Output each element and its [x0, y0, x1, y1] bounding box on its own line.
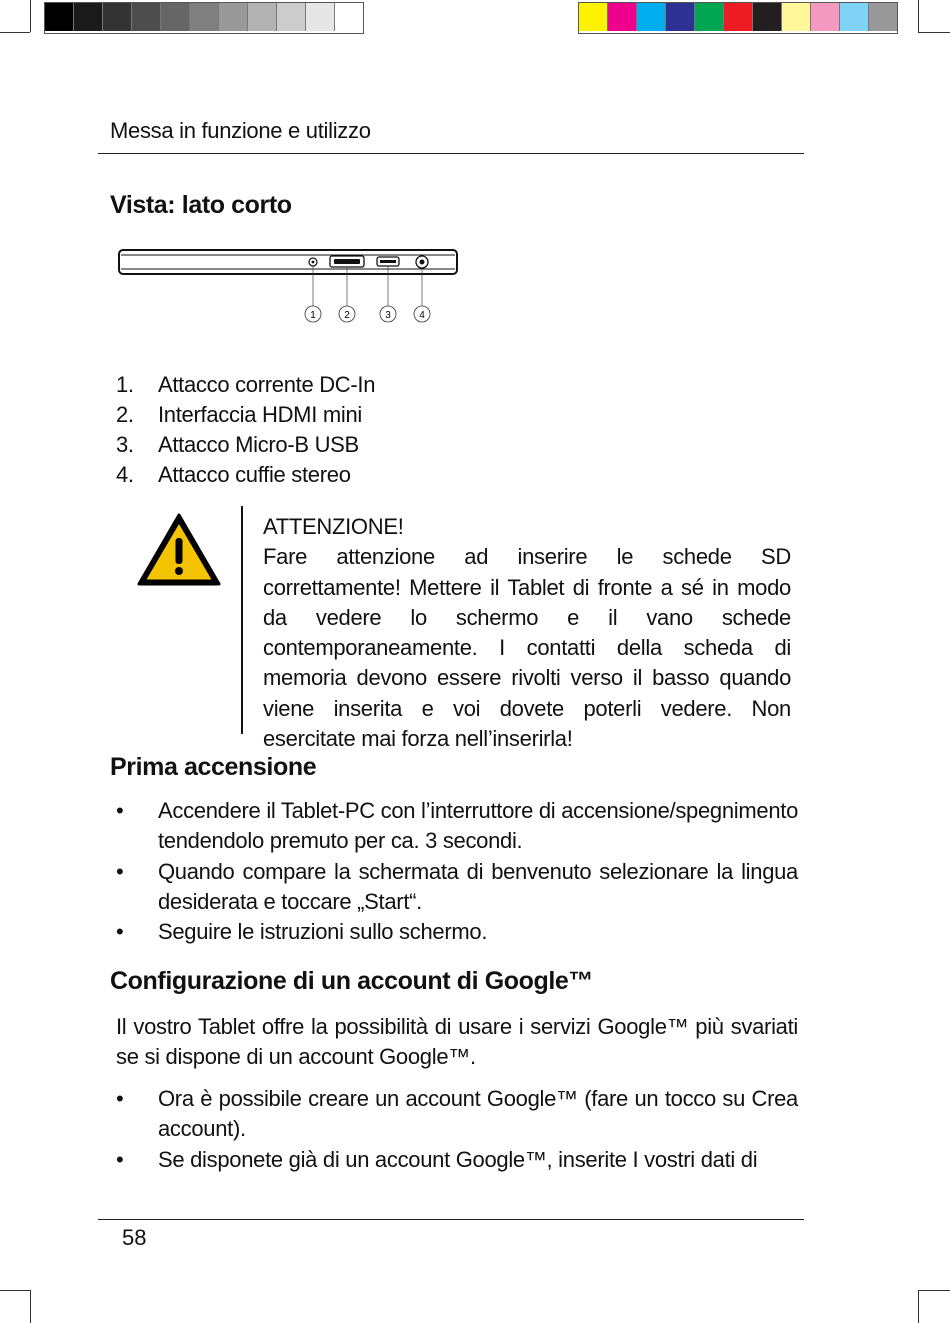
list-item: 4. Attacco cuffie stereo — [116, 462, 351, 487]
color-swatch — [161, 3, 190, 31]
header-rule — [98, 153, 804, 154]
crop-mark — [30, 1290, 31, 1323]
list-item: 3. Attacco Micro-B USB — [116, 432, 359, 457]
crop-mark — [918, 32, 950, 33]
warning-title: ATTENZIONE! — [263, 514, 404, 539]
warning-body: Fare attenzione ad inserire le schede SD correttamente! Mettere il Tablet di fronte a sé in modo da vedere lo schermo e il vano schede contemporaneamente. I contatti della scheda di memoria devono essere rivolti verso il basso quando viene inserita e voi dovete poterli vedere. Non esercitate mai forza nell’inserirla! — [263, 544, 791, 752]
color-swatch — [637, 3, 666, 31]
list-item: • Seguire le istruzioni sullo schermo. — [116, 917, 798, 947]
color-swatch — [840, 3, 869, 31]
color-swatch — [306, 3, 335, 31]
headphone-jack-icon — [416, 256, 428, 268]
list-item: • Se disponete già di un account Google™, inserite I vostri dati di — [116, 1145, 798, 1175]
color-swatch — [724, 3, 753, 31]
callout-2 — [339, 306, 355, 322]
crop-mark — [0, 1290, 30, 1291]
svg-text:2: 2 — [344, 310, 350, 321]
tablet-short-side-diagram — [115, 245, 465, 330]
callout-3 — [380, 306, 396, 322]
list-item: • Quando compare la schermata di benvenuto selezionare la lingua desiderata e toccare „Start“. — [116, 857, 798, 918]
google-steps — [116, 1084, 798, 1175]
color-calibration-strip — [578, 2, 898, 34]
svg-text:4: 4 — [419, 310, 425, 321]
list-item: 2. Interfaccia HDMI mini — [116, 402, 362, 427]
color-swatch — [74, 3, 103, 31]
color-swatch — [753, 3, 782, 31]
gray-calibration-strip — [44, 2, 364, 34]
color-swatch — [695, 3, 724, 31]
warning-divider — [241, 506, 243, 734]
page-number: 58 — [122, 1225, 147, 1250]
color-swatch — [811, 3, 840, 31]
running-header: Messa in funzione e utilizzo — [110, 118, 371, 143]
color-swatch — [666, 3, 695, 31]
crop-mark — [0, 32, 30, 33]
footer-rule — [98, 1219, 804, 1220]
callout-4 — [414, 306, 430, 322]
crop-mark — [918, 1290, 919, 1323]
color-swatch — [869, 3, 897, 31]
port-list — [116, 370, 375, 490]
warning-notice — [263, 512, 791, 754]
color-swatch — [608, 3, 637, 31]
google-intro: Il vostro Tablet offre la possibilità di usare i servizi Google™ più svariati se si dispone di un account Google™. — [116, 1014, 798, 1070]
usb-port-icon — [377, 257, 399, 266]
color-swatch — [335, 3, 363, 31]
crop-mark — [918, 0, 919, 32]
heading-view-short-side: Vista: lato corto — [110, 191, 292, 219]
color-swatch — [579, 3, 608, 31]
list-item: • Accendere il Tablet-PC con l’interruttore di accensione/spegnimento tendendolo premuto per ca. 3 secondi. — [116, 796, 798, 857]
crop-mark — [918, 1290, 950, 1291]
heading-first-start: Prima accensione — [110, 753, 317, 781]
color-swatch — [277, 3, 306, 31]
first-start-steps — [116, 796, 798, 947]
heading-google-account: Configurazione di un account di Google™ — [110, 967, 593, 995]
color-swatch — [103, 3, 132, 31]
color-swatch — [190, 3, 219, 31]
svg-text:1: 1 — [310, 310, 316, 321]
warning-triangle-icon — [136, 512, 222, 588]
color-swatch — [219, 3, 248, 31]
color-swatch — [132, 3, 161, 31]
hdmi-port-icon — [330, 256, 364, 267]
callout-1 — [305, 306, 321, 322]
dc-in-port-icon — [309, 258, 317, 266]
color-swatch — [248, 3, 277, 31]
color-swatch — [782, 3, 811, 31]
list-item: 1. Attacco corrente DC-In — [116, 372, 376, 397]
color-swatch — [45, 3, 74, 31]
list-item: • Ora è possibile creare un account Google™ (fare un tocco su Crea account). — [116, 1084, 798, 1145]
svg-text:3: 3 — [385, 310, 391, 321]
crop-mark — [30, 0, 31, 32]
